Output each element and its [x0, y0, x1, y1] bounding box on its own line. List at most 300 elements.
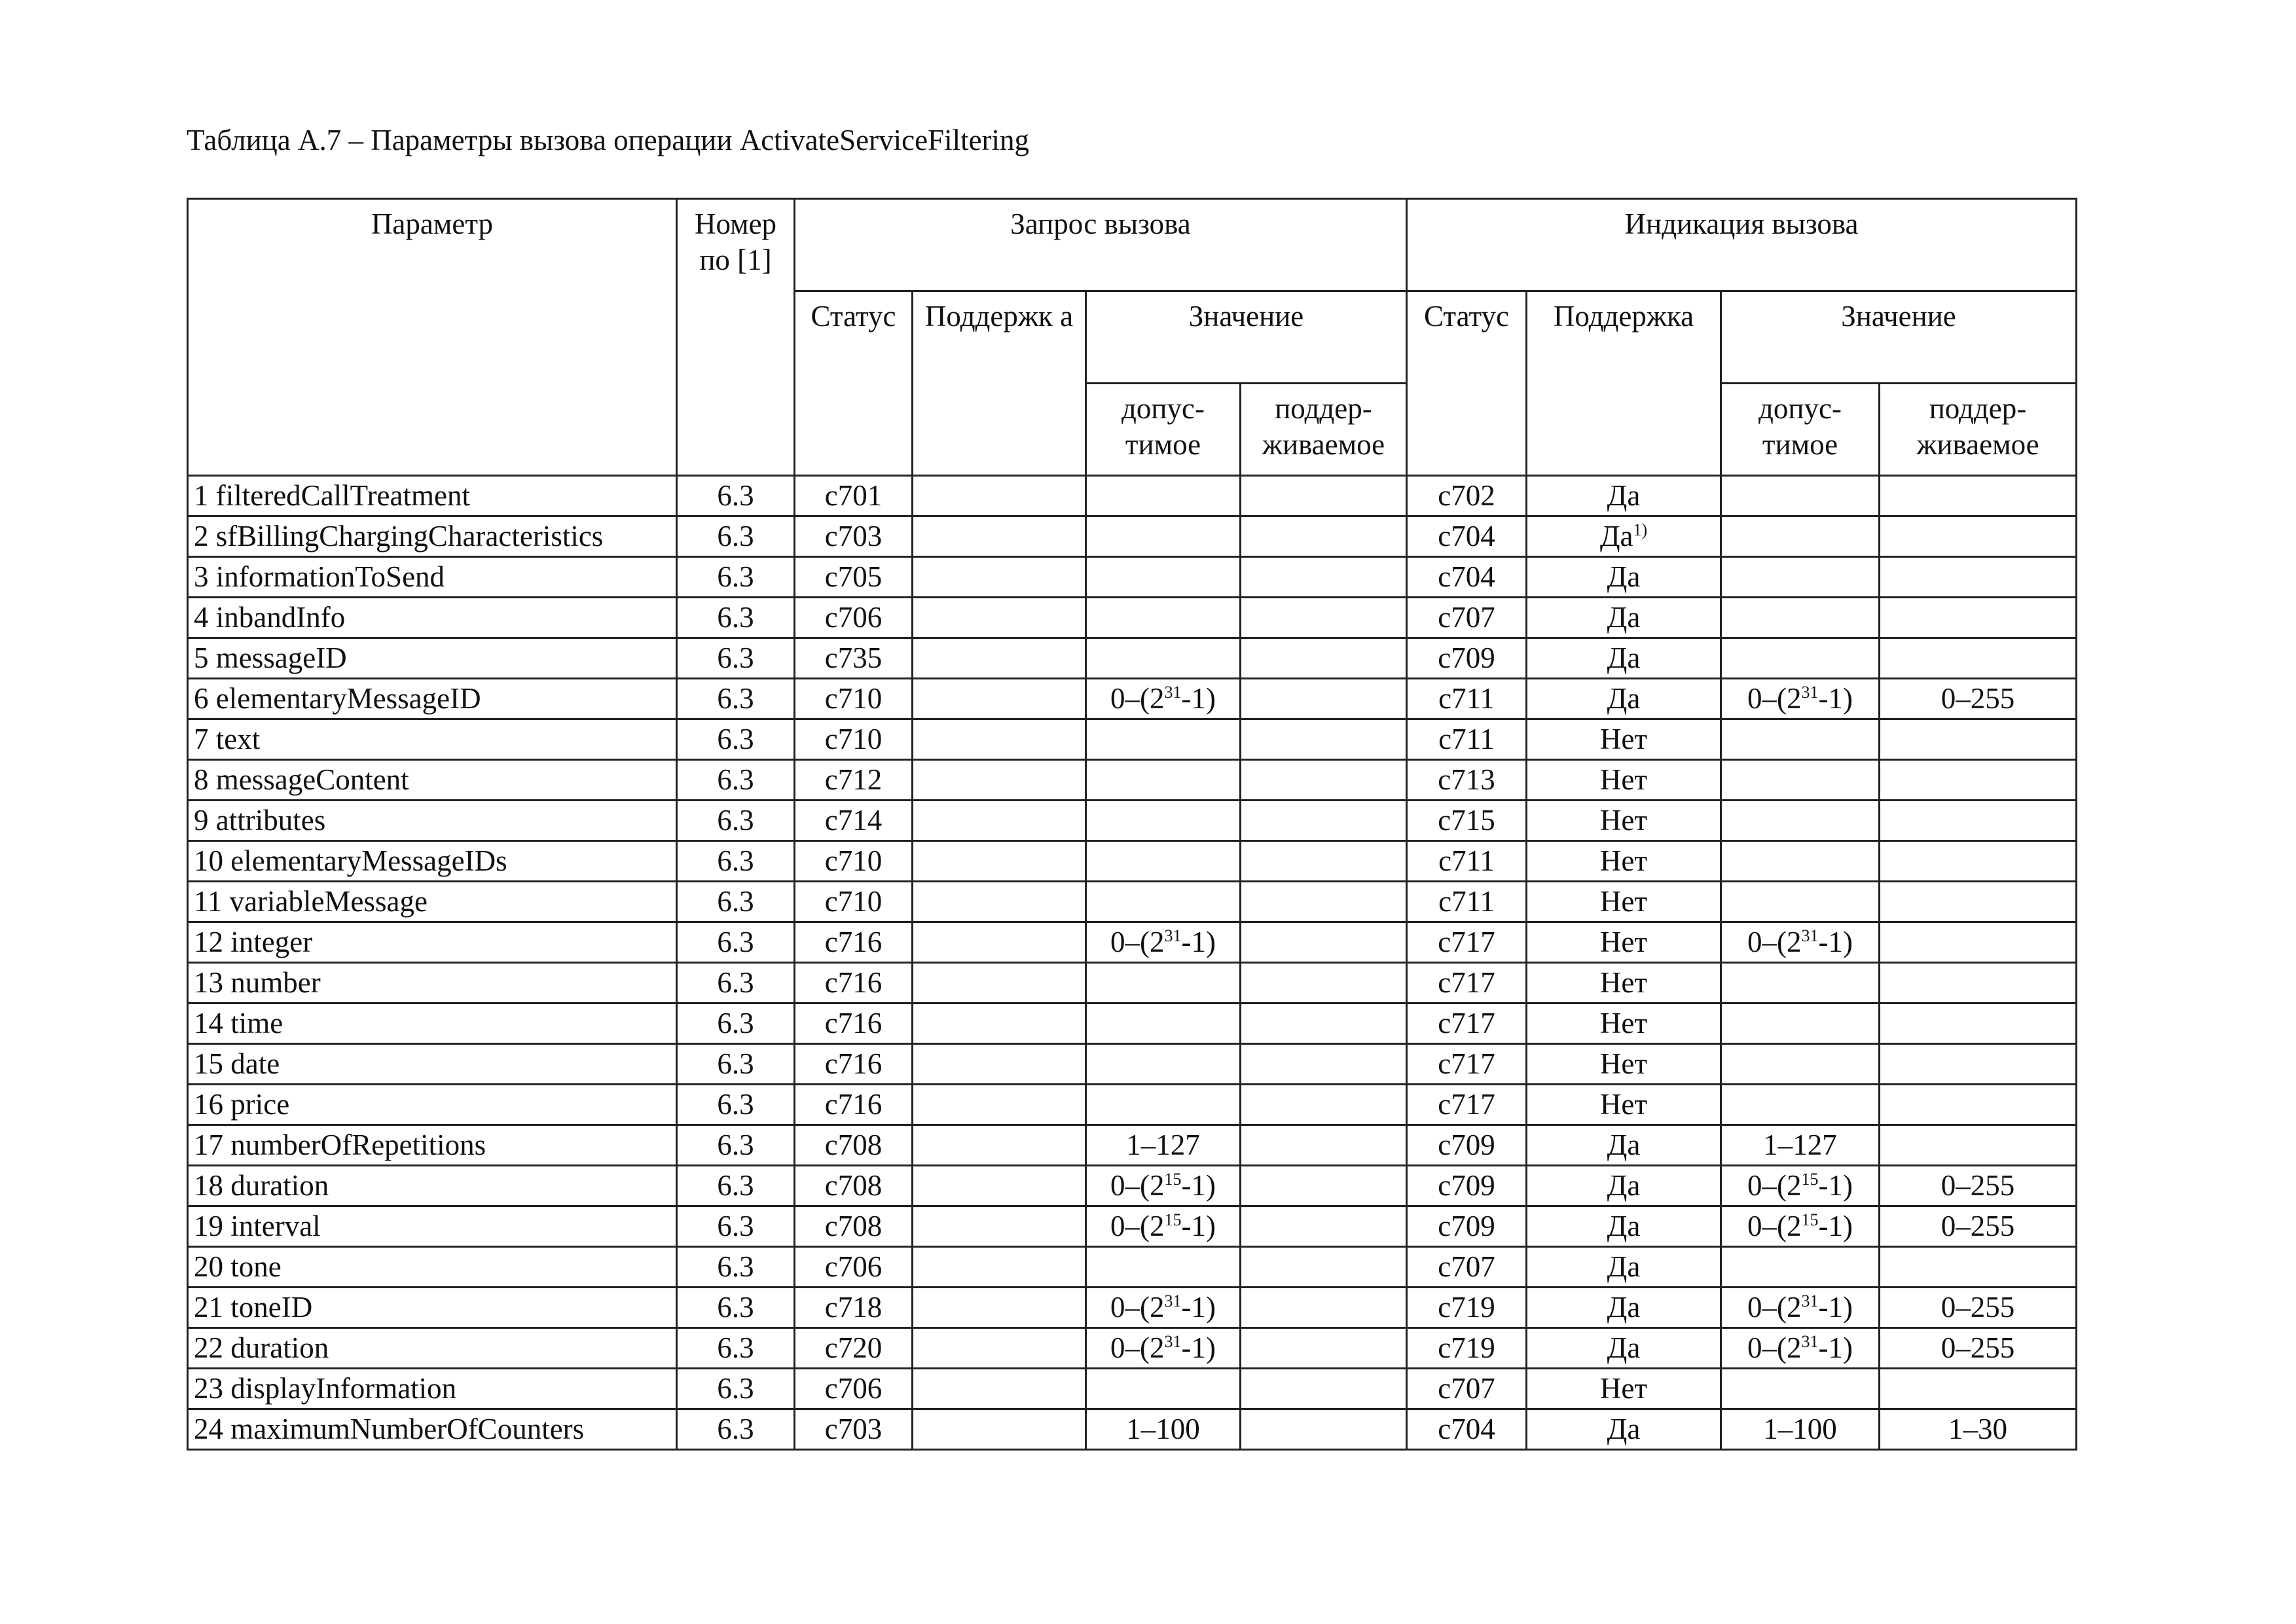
req-status-cell [795, 1166, 913, 1206]
param-cell-text: 19 interval [194, 1210, 321, 1242]
ind-support-cell-text: Да [1607, 682, 1641, 715]
ind-status-cell [1407, 1166, 1527, 1206]
ind-allowed-cell [1721, 760, 1880, 801]
number-cell-text: 6.3 [717, 723, 754, 755]
table-row [188, 1085, 2077, 1125]
req-support-cell [913, 1206, 1086, 1247]
req-allowed-cell [1086, 1166, 1241, 1206]
req-allowed-cell [1086, 1369, 1241, 1409]
req-support-cell [913, 1247, 1086, 1288]
ind-status-cell-text: c711 [1438, 844, 1495, 877]
table-row [188, 476, 2077, 516]
ind-status-cell [1407, 598, 1527, 638]
ind-status-cell [1407, 1369, 1527, 1409]
param-cell [188, 922, 677, 963]
table-row [188, 719, 2077, 760]
number-cell-text: 6.3 [717, 1250, 754, 1283]
req-allowed-cell [1086, 760, 1241, 801]
number-cell-text: 6.3 [717, 844, 754, 877]
param-cell-text: 8 messageContent [194, 763, 409, 796]
ind-supported-cell-text: 1–30 [1948, 1413, 2007, 1445]
req-supported-cell [1241, 1369, 1407, 1409]
header-number: Номер по [1] [677, 199, 795, 476]
table-row [188, 679, 2077, 719]
ind-support-cell [1527, 1044, 1721, 1085]
ind-status-cell-text: c707 [1438, 1372, 1495, 1405]
req-status-cell-text: c708 [824, 1169, 883, 1202]
ind-support-cell-text: Да [1607, 641, 1641, 674]
number-cell-text: 6.3 [717, 885, 754, 918]
header-ind-allowed: допус-тимое [1721, 384, 1880, 476]
req-status-cell [795, 963, 913, 1003]
req-support-cell [913, 1085, 1086, 1125]
param-cell [188, 882, 677, 922]
ind-status-cell-text: c702 [1438, 479, 1495, 512]
ind-status-cell-text: c711 [1438, 682, 1495, 715]
ind-support-cell [1527, 1328, 1721, 1369]
table-body [188, 476, 2077, 1450]
table-row [188, 1288, 2077, 1328]
header-ind-support: Поддержка [1527, 291, 1721, 476]
header-ind-supported: поддер-живаемое [1880, 384, 2077, 476]
ind-supported-cell [1880, 1085, 2077, 1125]
ind-supported-cell [1880, 1369, 2077, 1409]
param-cell [188, 516, 677, 557]
req-status-cell [795, 679, 913, 719]
ind-supported-cell [1880, 1409, 2077, 1450]
number-cell-text: 6.3 [717, 1413, 754, 1445]
req-supported-cell [1241, 922, 1407, 963]
ind-status-cell [1407, 1044, 1527, 1085]
ind-status-cell-text: c704 [1438, 520, 1495, 552]
param-cell-text: 18 duration [194, 1169, 329, 1202]
ind-allowed-cell [1721, 882, 1880, 922]
param-cell-text: 10 elementaryMessageIDs [194, 844, 507, 877]
ind-supported-cell [1880, 760, 2077, 801]
param-cell-text: 17 numberOfRepetitions [194, 1128, 486, 1161]
req-allowed-cell [1086, 476, 1241, 516]
number-cell-text: 6.3 [717, 1088, 754, 1121]
req-allowed-cell [1086, 516, 1241, 557]
param-cell-text: 12 integer [194, 926, 313, 958]
ind-status-cell-text: c709 [1438, 1169, 1495, 1202]
ind-support-cell-text: Нет [1599, 1088, 1648, 1121]
ind-allowed-cell [1721, 1003, 1880, 1044]
req-support-cell [913, 1369, 1086, 1409]
ind-status-cell-text: c707 [1438, 601, 1495, 634]
header-ind-value: Значение [1721, 291, 2077, 384]
header-req-support: Поддержк а [913, 291, 1086, 476]
req-support-cell [913, 1044, 1086, 1085]
req-allowed-cell [1086, 963, 1241, 1003]
ind-supported-cell-text: 0–255 [1941, 682, 2015, 715]
ind-support-cell [1527, 1409, 1721, 1450]
ind-allowed-cell [1721, 1369, 1880, 1409]
req-supported-cell [1241, 1288, 1407, 1328]
ind-status-cell [1407, 1288, 1527, 1328]
req-status-cell [795, 638, 913, 679]
ind-status-cell [1407, 1085, 1527, 1125]
ind-support-cell-text: Да [1607, 1413, 1641, 1445]
ind-status-cell-text: c709 [1438, 1210, 1495, 1242]
ind-status-cell-text: c704 [1438, 560, 1495, 593]
number-cell-text: 6.3 [717, 1169, 754, 1202]
ind-allowed-cell [1721, 1247, 1880, 1288]
ind-allowed-cell [1721, 557, 1880, 598]
number-cell [677, 1166, 795, 1206]
param-cell [188, 801, 677, 841]
param-cell [188, 638, 677, 679]
ind-supported-cell [1880, 963, 2077, 1003]
req-allowed-cell [1086, 638, 1241, 679]
req-status-cell [795, 719, 913, 760]
table-row [188, 922, 2077, 963]
ind-status-cell-text: c717 [1438, 1047, 1495, 1080]
req-support-cell [913, 801, 1086, 841]
req-supported-cell [1241, 598, 1407, 638]
ind-support-cell-text: Да [1607, 1250, 1641, 1283]
param-cell-text: 20 tone [194, 1250, 282, 1283]
param-cell [188, 1247, 677, 1288]
req-status-cell [795, 1044, 913, 1085]
req-status-cell-text: c735 [824, 641, 883, 674]
number-cell [677, 841, 795, 882]
req-status-cell [795, 1125, 913, 1166]
table-row [188, 598, 2077, 638]
ind-status-cell [1407, 1003, 1527, 1044]
ind-support-cell [1527, 760, 1721, 801]
req-support-cell [913, 476, 1086, 516]
number-cell [677, 1247, 795, 1288]
req-status-cell-text: c706 [824, 601, 883, 634]
req-support-cell [913, 922, 1086, 963]
param-cell-text: 5 messageID [194, 641, 347, 674]
number-cell [677, 719, 795, 760]
number-cell-text: 6.3 [717, 560, 754, 593]
req-allowed-cell [1086, 801, 1241, 841]
req-allowed-cell-text: $0-(2^{31}-1)$ [1110, 926, 1216, 958]
ind-status-cell-text: c719 [1438, 1331, 1495, 1364]
param-cell [188, 963, 677, 1003]
ind-status-cell-text: c713 [1438, 763, 1495, 796]
table-row [188, 557, 2077, 598]
param-cell [188, 1125, 677, 1166]
req-supported-cell [1241, 1085, 1407, 1125]
number-cell [677, 1125, 795, 1166]
ind-allowed-cell [1721, 841, 1880, 882]
ind-supported-cell [1880, 476, 2077, 516]
ind-support-cell [1527, 719, 1721, 760]
req-allowed-cell [1086, 1003, 1241, 1044]
ind-support-cell-text: Да [1607, 479, 1641, 512]
ind-supported-cell [1880, 1166, 2077, 1206]
req-allowed-cell [1086, 1328, 1241, 1369]
req-supported-cell [1241, 1044, 1407, 1085]
param-cell [188, 598, 677, 638]
req-status-cell-text: c710 [824, 723, 883, 755]
ind-status-cell [1407, 1328, 1527, 1369]
ind-support-cell-text: Да [1599, 520, 1633, 552]
req-status-cell-text: c718 [824, 1291, 883, 1324]
table-row [188, 801, 2077, 841]
ind-status-cell [1407, 801, 1527, 841]
param-cell-text: 21 toneID [194, 1291, 313, 1324]
ind-support-cell [1527, 1369, 1721, 1409]
req-allowed-cell [1086, 598, 1241, 638]
req-support-cell [913, 963, 1086, 1003]
ind-support-cell-text: Нет [1599, 966, 1648, 999]
number-cell-text: 6.3 [717, 926, 754, 958]
number-cell [677, 882, 795, 922]
param-cell-text: 13 number [194, 966, 321, 999]
ind-allowed-cell-text: $0-(2^{15}-1)$ [1747, 1210, 1853, 1242]
number-cell-text: 6.3 [717, 1331, 754, 1364]
req-allowed-cell [1086, 1288, 1241, 1328]
req-allowed-cell-text: $0-(2^{15}-1)$ [1110, 1210, 1216, 1242]
ind-support-cell [1527, 1166, 1721, 1206]
req-supported-cell [1241, 476, 1407, 516]
req-supported-cell [1241, 1166, 1407, 1206]
req-allowed-cell [1086, 679, 1241, 719]
req-status-cell-text: c705 [824, 560, 883, 593]
req-status-cell [795, 476, 913, 516]
ind-supported-cell [1880, 1125, 2077, 1166]
ind-status-cell-text: c711 [1438, 885, 1495, 918]
param-cell-text: 23 displayInformation [194, 1372, 457, 1405]
number-cell-text: 6.3 [717, 763, 754, 796]
req-status-cell-text: c708 [824, 1210, 883, 1242]
param-cell [188, 1206, 677, 1247]
number-cell [677, 476, 795, 516]
param-cell-text: 2 sfBillingChargingCharacteristics [194, 520, 604, 552]
param-cell-text: 3 informationToSend [194, 560, 445, 593]
number-cell-text: 6.3 [717, 1047, 754, 1080]
ind-status-cell-text: c709 [1438, 641, 1495, 674]
ind-support-cell-text: Нет [1599, 1047, 1648, 1080]
req-allowed-cell [1086, 1206, 1241, 1247]
param-cell-text: 14 time [194, 1007, 283, 1039]
req-status-cell-text: c710 [824, 844, 883, 877]
number-cell [677, 760, 795, 801]
ind-allowed-cell [1721, 476, 1880, 516]
req-status-cell [795, 598, 913, 638]
req-status-cell [795, 1369, 913, 1409]
ind-supported-cell [1880, 1328, 2077, 1369]
ind-allowed-cell [1721, 1085, 1880, 1125]
req-support-cell [913, 557, 1086, 598]
ind-allowed-cell [1721, 1166, 1880, 1206]
header-req-status: Статус [795, 291, 913, 476]
ind-support-cell-text: Да [1607, 560, 1641, 593]
table-row [188, 1206, 2077, 1247]
req-status-cell [795, 760, 913, 801]
req-status-cell-text: c703 [824, 1413, 883, 1445]
req-status-cell-text: c716 [824, 926, 883, 958]
ind-status-cell [1407, 1206, 1527, 1247]
param-cell [188, 1409, 677, 1450]
req-status-cell [795, 516, 913, 557]
req-supported-cell [1241, 1125, 1407, 1166]
number-cell-text: 6.3 [717, 601, 754, 634]
req-support-cell [913, 882, 1086, 922]
ind-support-cell [1527, 476, 1721, 516]
ind-support-cell-text: Нет [1599, 926, 1648, 958]
number-cell-text: 6.3 [717, 1128, 754, 1161]
ind-support-cell-text: Да [1607, 601, 1641, 634]
ind-support-cell [1527, 1085, 1721, 1125]
req-allowed-cell [1086, 922, 1241, 963]
param-cell [188, 841, 677, 882]
ind-supported-cell [1880, 1044, 2077, 1085]
ind-support-cell [1527, 1206, 1721, 1247]
param-cell [188, 1166, 677, 1206]
ind-allowed-cell [1721, 719, 1880, 760]
req-allowed-cell-text: $0-(2^{15}-1)$ [1110, 1169, 1216, 1202]
table-row [188, 1003, 2077, 1044]
req-supported-cell [1241, 760, 1407, 801]
ind-support-cell-text: Да [1607, 1331, 1641, 1364]
number-cell [677, 1409, 795, 1450]
ind-supported-cell [1880, 557, 2077, 598]
ind-support-cell [1527, 638, 1721, 679]
param-cell-text: 7 text [194, 723, 261, 755]
number-cell [677, 1288, 795, 1328]
footnote-marker: 1) [1633, 520, 1648, 539]
ind-support-cell [1527, 1003, 1721, 1044]
param-cell [188, 1085, 677, 1125]
ind-status-cell [1407, 679, 1527, 719]
req-supported-cell [1241, 801, 1407, 841]
req-status-cell-text: c714 [824, 804, 883, 837]
ind-status-cell [1407, 516, 1527, 557]
ind-allowed-cell-text: $0-(2^{15}-1)$ [1747, 1169, 1853, 1202]
number-cell-text: 6.3 [717, 966, 754, 999]
req-supported-cell [1241, 1409, 1407, 1450]
ind-status-cell-text: c717 [1438, 966, 1495, 999]
req-support-cell [913, 638, 1086, 679]
ind-supported-cell [1880, 1288, 2077, 1328]
param-cell-text: 6 elementaryMessageID [194, 682, 481, 715]
ind-allowed-cell-text: $0-(2^{31}-1)$ [1747, 682, 1853, 715]
ind-support-cell-text: Да [1607, 1169, 1641, 1202]
ind-support-cell [1527, 1288, 1721, 1328]
ind-allowed-cell [1721, 963, 1880, 1003]
ind-support-cell-text: Нет [1599, 885, 1648, 918]
ind-support-cell [1527, 679, 1721, 719]
req-supported-cell [1241, 882, 1407, 922]
ind-supported-cell [1880, 679, 2077, 719]
header-ind-status: Статус [1407, 291, 1527, 476]
req-status-cell-text: c703 [824, 520, 883, 552]
header-request: Запрос вызова [795, 199, 1407, 291]
number-cell-text: 6.3 [717, 520, 754, 552]
table-row [188, 1166, 2077, 1206]
req-status-cell-text: c710 [824, 885, 883, 918]
req-supported-cell [1241, 1328, 1407, 1369]
number-cell [677, 598, 795, 638]
ind-status-cell-text: c719 [1438, 1291, 1495, 1324]
req-allowed-cell [1086, 719, 1241, 760]
ind-allowed-cell [1721, 598, 1880, 638]
ind-status-cell-text: c709 [1438, 1128, 1495, 1161]
ind-supported-cell [1880, 516, 2077, 557]
req-support-cell [913, 516, 1086, 557]
ind-allowed-cell [1721, 1288, 1880, 1328]
req-status-cell-text: c716 [824, 1047, 883, 1080]
req-supported-cell [1241, 1247, 1407, 1288]
number-cell [677, 638, 795, 679]
table-caption: Таблица А.7 – Параметры вызова операции ActivateServiceFiltering [187, 124, 1030, 156]
ind-supported-cell [1880, 638, 2077, 679]
number-cell-text: 6.3 [717, 479, 754, 512]
ind-support-cell-text: Нет [1599, 1007, 1648, 1039]
table-row [188, 1328, 2077, 1369]
table-row [188, 638, 2077, 679]
req-allowed-cell [1086, 1247, 1241, 1288]
ind-allowed-cell [1721, 1125, 1880, 1166]
number-cell [677, 1085, 795, 1125]
number-cell-text: 6.3 [717, 682, 754, 715]
ind-allowed-cell-text: 1–127 [1763, 1128, 1837, 1161]
ind-allowed-cell [1721, 1409, 1880, 1450]
ind-supported-cell [1880, 922, 2077, 963]
req-status-cell-text: c720 [824, 1331, 883, 1364]
req-status-cell-text: c716 [824, 966, 883, 999]
param-cell-text: 15 date [194, 1047, 280, 1080]
param-cell [188, 476, 677, 516]
param-cell-text: 22 duration [194, 1331, 329, 1364]
ind-status-cell [1407, 963, 1527, 1003]
ind-allowed-cell [1721, 801, 1880, 841]
req-status-cell-text: c710 [824, 682, 883, 715]
ind-supported-cell-text: 0–255 [1941, 1210, 2015, 1242]
number-cell-text: 6.3 [717, 1007, 754, 1039]
ind-allowed-cell [1721, 922, 1880, 963]
ind-supported-cell [1880, 841, 2077, 882]
req-support-cell [913, 719, 1086, 760]
number-cell [677, 922, 795, 963]
req-status-cell [795, 801, 913, 841]
ind-support-cell [1527, 557, 1721, 598]
ind-allowed-cell [1721, 516, 1880, 557]
req-support-cell [913, 1328, 1086, 1369]
req-allowed-cell [1086, 882, 1241, 922]
req-supported-cell [1241, 719, 1407, 760]
req-status-cell-text: c706 [824, 1250, 883, 1283]
req-allowed-cell [1086, 841, 1241, 882]
table-row [188, 1247, 2077, 1288]
req-supported-cell [1241, 516, 1407, 557]
req-status-cell [795, 1206, 913, 1247]
ind-status-cell-text: c717 [1438, 1007, 1495, 1039]
req-status-cell-text: c706 [824, 1372, 883, 1405]
ind-status-cell [1407, 841, 1527, 882]
req-supported-cell [1241, 679, 1407, 719]
number-cell-text: 6.3 [717, 641, 754, 674]
ind-allowed-cell-text: $0-(2^{31}-1)$ [1747, 1331, 1853, 1364]
param-cell [188, 557, 677, 598]
ind-status-cell-text: c711 [1438, 723, 1495, 755]
table-row [188, 1369, 2077, 1409]
ind-status-cell [1407, 638, 1527, 679]
req-supported-cell [1241, 963, 1407, 1003]
param-cell [188, 1044, 677, 1085]
ind-status-cell-text: c717 [1438, 926, 1495, 958]
header-parameter: Параметр [188, 199, 677, 476]
number-cell-text: 6.3 [717, 1372, 754, 1405]
ind-status-cell [1407, 1409, 1527, 1450]
ind-support-cell-text: Нет [1599, 1372, 1648, 1405]
